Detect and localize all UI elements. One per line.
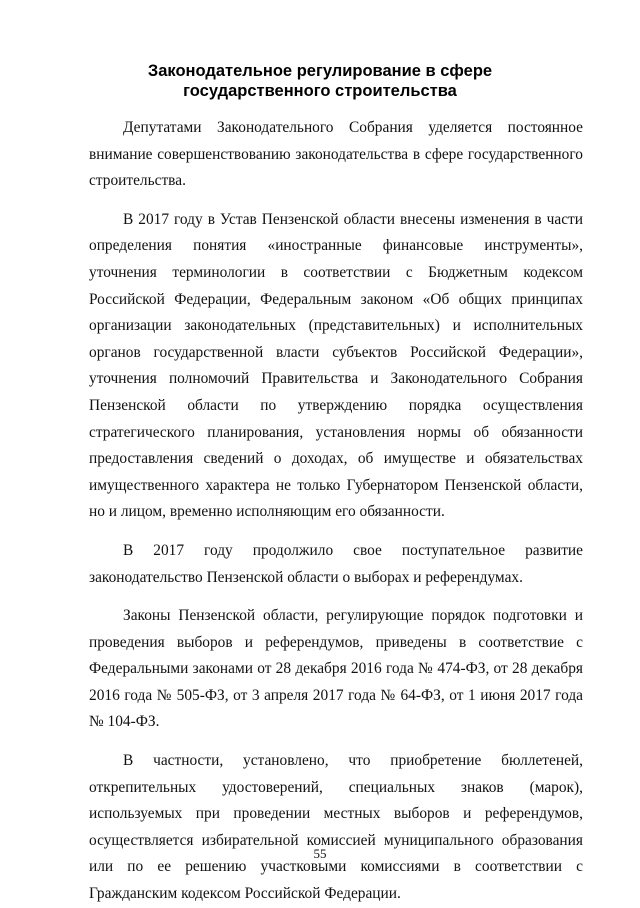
page-number: 55: [313, 846, 327, 861]
paragraph-4: Законы Пензенской области, регулирующие порядок подготовки и проведения выборов и референдумов, приведены в соответствие с Федеральными законами от 28 декабря 2016 года № 474-ФЗ, от 28 декабря 2016 года № 505-ФЗ, от 3 апреля 2017 года № 64-ФЗ, от 1 июня 2017 года № 104-ФЗ.: [89, 607, 583, 731]
paragraph-3: В 2017 году продолжило свое поступательное развитие законодательство Пензенской области о выборах и референдумах.: [89, 541, 583, 586]
section-title-line-2: государственного строительства: [183, 82, 457, 100]
paragraph-1: Депутатами Законодательного Собрания уделяется постоянное внимание совершенствованию законодательства в сфере государственного строительства.: [89, 119, 583, 190]
paragraph-2: В 2017 году в Устав Пензенской области внесены изменения в части определения понятия «иностранные финансовые инструменты», уточнения терминологии в соответствии с Бюджетным кодексом Российской Федерации, Федеральным законом «Об общих принципах организации законодательных (представительных) и исполнительных органов государственной власти субъектов Российской Федерации», уточнения полномочий Правительства и Законодательного Собрания Пензенской области по утверждению порядка осуществления стратегического планирования, установления нормы об обязанности предоставления сведений о доходах, об имуществе и обязательствах имущественного характера не только Губернатором Пензенской области, но и лицом, временно исполняющим его обязанности.: [89, 210, 583, 521]
section-title-line-1: Законодательное регулирование в сфере: [147, 62, 493, 80]
paragraph-5: В частности, установлено, что приобретение бюллетеней, открепительных удостоверений, специальных знаков (марок), используемых при проведении местных выборов и референдумов, осуществляется избирательной комиссией муниципального образования или по ее решению участковыми комиссиями в соответствии с Гражданским кодексом Российской Федерации.: [89, 752, 583, 903]
document-body: [89, 115, 583, 908]
